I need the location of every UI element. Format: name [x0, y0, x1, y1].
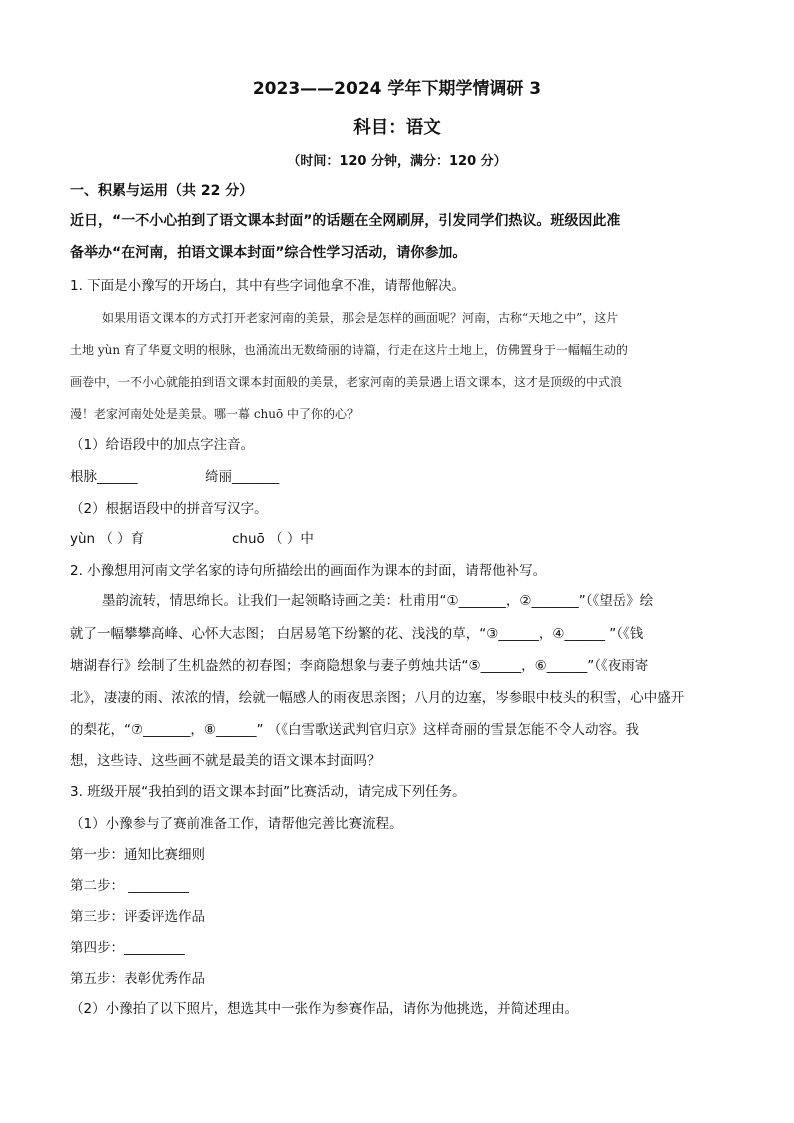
q2-line-4: 北》，凄凄的雨、浓浓的情，绘就一幅感人的雨夜思亲图；八月的边塞，岑参眼中枝头的积雪，心中盛开	[70, 690, 685, 706]
q2-line-5: 的梨花，“⑦_______，⑧______” （《白雪歌送武判官归京》这样奇丽的雪景怎能不令人动容。我	[70, 722, 639, 738]
section-heading: 一、积累与运用（共 22 分）	[70, 183, 254, 199]
q1-sub-1-item-2: 绮丽_______	[205, 469, 280, 485]
q1-sub-1-item-1: 根脉______	[70, 469, 138, 485]
exam-title: 2023——2024 学年下期学情调研 3	[252, 79, 542, 99]
q2-line-2: 就了一幅攀攀高峰、心怀大志图； 白居易笔下纷繁的花、浅浅的草，“③______，④______ ”（《钱	[70, 626, 644, 642]
q1-sub-2-item-1: yùn （ ）育	[70, 531, 145, 547]
passage-line-3: 画卷中，一不小心就能拍到语文课本封面般的美景，老家河南的美景遇上语文课本，这才是顶级的中式浪	[70, 375, 623, 389]
time-info: （时间：120 分钟，满分：120 分）	[287, 154, 507, 169]
question-3-stem: 3. 班级开展“我拍到的语文课本封面”比赛活动，请完成下列任务。	[70, 784, 466, 800]
question-1-stem: 1. 下面是小豫写的开场白，其中有些字词他拿不准，请帮他解决。	[70, 278, 466, 294]
q3-step-4: 第四步：_________	[70, 940, 185, 956]
q3-step-2: 第二步： _________	[70, 878, 190, 894]
section-intro-line-1: 近日，“一不小心拍到了语文课本封面”的话题在全网刷屏，引发同学们热议。班级因此准	[70, 213, 621, 229]
passage-line-1: 如果用语文课本的方式打开老家河南的美景，那会是怎样的画面呢？河南，古称“天地之中”，这片	[102, 311, 619, 325]
q1-sub-2-item-2: chuō （ ）中	[232, 531, 314, 547]
q3-sub-2: （2）小豫拍了以下照片，想选其中一张作为参赛作品，请你为他挑选，并简述理由。	[70, 1001, 579, 1017]
section-intro-line-2: 备举办“在河南，拍语文课本封面”综合性学习活动，请你参加。	[70, 245, 467, 261]
subject-label: 科目：语文	[353, 118, 441, 138]
q1-sub-1: （1）给语段中的加点字注音。	[70, 437, 255, 453]
q2-line-1: 墨韵流转，情思绵长。让我们一起领略诗画之美：杜甫用“①_______，②_______”（《望岳》绘	[102, 593, 654, 609]
q3-step-3: 第三步：评委评选作品	[70, 909, 205, 925]
passage-line-4: 漫！老家河南处处是美景。哪一幕 chuō 中了你的心？	[70, 407, 360, 421]
passage-line-2: 土地 yùn 育了华夏文明的根脉，也涌流出无数绮丽的诗篇，行走在这片土地上，仿佛置身于一幅幅生动的	[70, 343, 628, 357]
q3-step-1: 第一步：通知比赛细则	[70, 847, 205, 863]
question-2-stem: 2. 小豫想用河南文学名家的诗句所描绘出的画面作为课本的封面，请帮他补写。	[70, 563, 547, 579]
q3-step-5: 第五步：表彰优秀作品	[70, 971, 205, 987]
q1-sub-2: （2）根据语段中的拼音写汉字。	[70, 501, 268, 517]
q3-sub-1: （1）小豫参与了赛前准备工作，请帮他完善比赛流程。	[70, 816, 403, 832]
q2-line-6: 想，这些诗、这些画不就是最美的语文课本封面吗？	[70, 753, 381, 769]
q2-line-3: 塘湖春行》绘制了生机盎然的初春图；李商隐想象与妻子剪烛共话“⑤______，⑥______”（《夜雨寄	[70, 658, 649, 674]
